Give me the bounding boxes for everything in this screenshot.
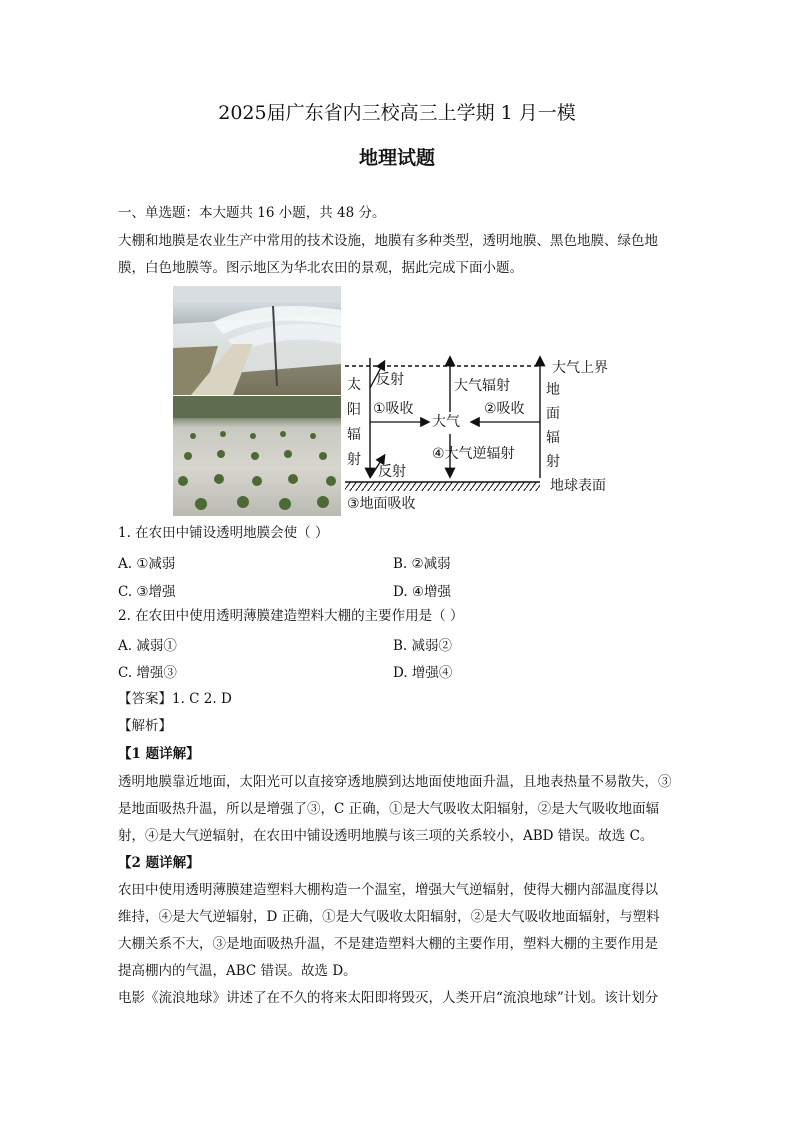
counter-radiation-label: ④大气逆辐射 [432, 446, 515, 462]
radiation-diagram [340, 352, 620, 517]
ground-rad-char: 地 [546, 382, 560, 398]
answer-line: 【答案】1. C 2. D [118, 691, 232, 707]
ground-rad-char: 辐 [546, 430, 560, 446]
question-2-stem: 2. 在农田中使用透明薄膜建造塑料大棚的主要作用是（ ） [118, 608, 464, 624]
solar-char: 太 [347, 377, 361, 393]
intro-line: 膜，白色地膜等。图示地区为华北农田的景观，据此完成下面小题。 [118, 260, 523, 276]
atmos-radiation-label: 大气辐射 [454, 378, 510, 394]
q2-option-d[interactable]: D. 增强④ [393, 665, 453, 681]
ground-rad-char: 面 [546, 406, 560, 422]
q1-detail-label: 【1 题详解】 [118, 746, 200, 762]
q1-option-a[interactable]: A. ①减弱 [118, 556, 176, 572]
intro-line: 大棚和地膜是农业生产中常用的技术设施，地膜有多种类型，透明地膜、黑色地膜、绿色地 [118, 233, 658, 249]
q2-detail-line: 维持，④是大气逆辐射，D 正确，①是大气吸收太阳辐射，②是大气吸收地面辐射，与塑料 [118, 909, 660, 925]
absorb2-label: ②吸收 [484, 401, 525, 417]
solar-char: 射 [347, 452, 361, 468]
absorb1-label: ①吸收 [373, 401, 414, 417]
q1-detail-line: 透明地膜靠近地面，太阳光可以直接穿透地膜到达地面使地面升温，且地表热量不易散失，③ [118, 774, 672, 790]
next-passage-line: 电影《流浪地球》讲述了在不久的将来太阳即将毁灭，人类开启“流浪地球”计划。该计划分 [118, 990, 659, 1006]
page-title: 2025届广东省内三校高三上学期 1 月一模 [218, 102, 576, 124]
q2-detail-line: 农田中使用透明薄膜建造塑料大棚构造一个温室，增强大气逆辐射，使得大棚内部温度得以 [118, 882, 658, 898]
solar-char: 辐 [347, 427, 361, 443]
q2-option-b[interactable]: B. 减弱② [393, 638, 453, 654]
page-subtitle: 地理试题 [358, 147, 435, 169]
reflect-bottom-label: 反射 [378, 464, 406, 480]
q1-detail-line: 射，④是大气逆辐射，在农田中铺设透明地膜与该三项的关系较小，ABD 错误。故选 C。 [118, 828, 654, 844]
atmos-top-label: 大气上界 [552, 360, 608, 376]
reflect-top-label: 反射 [376, 372, 404, 388]
mulch-film-photo [173, 396, 341, 516]
q1-option-d[interactable]: D. ④增强 [393, 584, 452, 600]
section-heading: 一、单选题：本大题共 16 小题，共 48 分。 [118, 205, 386, 221]
q1-detail-line: 是地面吸热升温，所以是增强了③，C 正确，①是大气吸收太阳辐射，②是大气吸收地面辐 [118, 801, 660, 817]
question-1-stem: 1. 在农田中铺设透明地膜会使（ ） [118, 525, 329, 541]
q2-detail-line: 大棚关系不大，③是地面吸热升温，不是建造塑料大棚的主要作用，塑料大棚的主要作用是 [118, 936, 658, 952]
q1-option-c[interactable]: C. ③增强 [118, 584, 176, 600]
q2-option-a[interactable]: A. 减弱① [118, 638, 177, 654]
ground-hatch [345, 482, 540, 491]
solar-char: 阳 [347, 402, 361, 418]
ground-rad-char: 射 [546, 454, 560, 470]
earth-surface-label: 地球表面 [550, 478, 606, 494]
analysis-label: 【解析】 [118, 718, 172, 734]
q2-detail-line: 提高棚内的气温，ABC 错误。故选 D。 [118, 963, 357, 979]
q2-option-c[interactable]: C. 增强③ [118, 665, 177, 681]
ground-absorb-label: ③地面吸收 [347, 496, 416, 512]
q2-detail-label: 【2 题详解】 [118, 855, 200, 871]
greenhouse-photo [173, 286, 341, 395]
atmosphere-label: 大气 [432, 414, 460, 430]
q1-option-b[interactable]: B. ②减弱 [393, 556, 451, 572]
